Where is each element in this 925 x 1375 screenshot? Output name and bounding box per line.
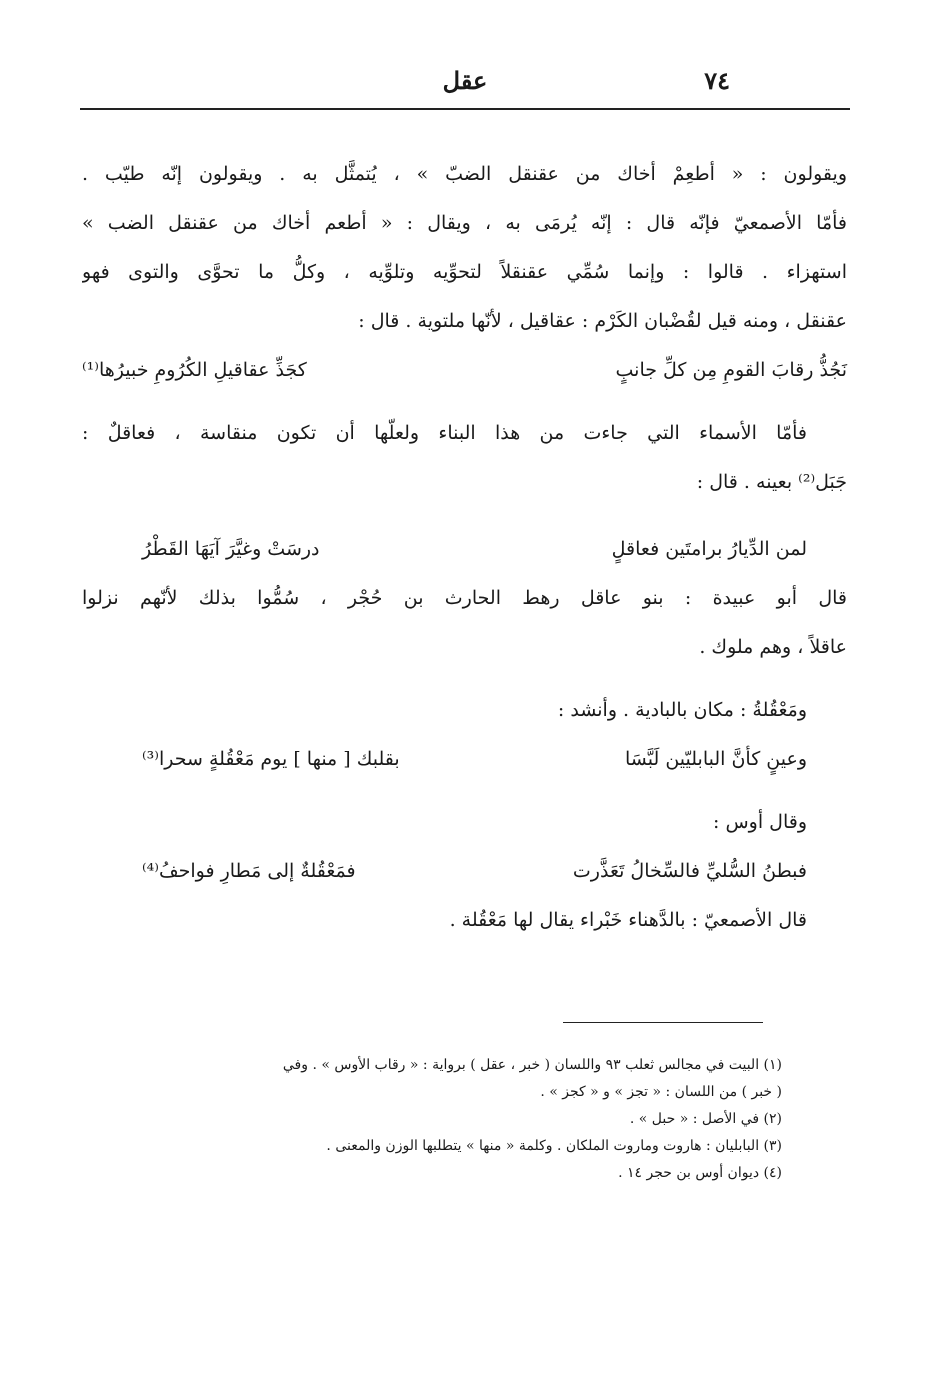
verse-2-first-hemistich: لمن الدِّيارُ برامتَين فعاقلٍ [611,538,807,560]
verse-4 [82,847,847,896]
verse-2 [82,525,847,574]
text-line: قال أبو عبيدة : بنو عاقل رهط الحارث بن حُجْر ، سُمُّوا بذلك لأنّهم نزلوا [82,587,847,609]
verse-1 [82,346,847,395]
verse-4-first-hemistich: فبطنُ السُّليِّ فالسِّخالُ تَعَذَّرت [572,860,807,882]
verse-2-second-hemistich: درسَتْ وغيَّرَ آيَهَا القَطْرُ [142,538,320,560]
footnote-4: (٤) ديوان أوس بن حجر ١٤ . [618,1165,782,1181]
text-line: فأمّا الأسماء التي جاءت من هذا البناء ولعلّها أن تكون منقاسة ، فعاقلٌ : [82,422,807,444]
text-line: عقنقل ، ومنه قيل لقُضْبان الكَرْم : عقاقيل ، لأنّها ملتوية . قال : [358,310,847,332]
verse-3 [82,735,847,784]
page-header [80,62,850,102]
text-line: قال الأصمعيّ : بالدَّهناء خَبْراء يقال لها مَعْقُلة . [449,909,807,931]
footnote-2: (٢) في الأصل : « حبل » . [629,1111,782,1127]
main-text [82,150,847,945]
footnotes [82,1052,782,1187]
verse-1-first-hemistich: نَجُذُّ رقابَ القومِ مِن كلِّ جانبٍ [615,359,847,381]
page-number: ٧٤ [704,66,730,95]
text-line: جَبَل⁽²⁾ بعينه . قال : [696,471,847,493]
verse-3-first-hemistich: وعينٍ كأنَّ البابليّين لَبَّسَا [625,748,807,770]
verse-3-second-hemistich: بقلبك [ منها ] يوم مَعْقُلةٍ سحرا⁽³⁾ [142,748,400,770]
footnote-rule [563,1022,763,1023]
text-line: وقال أوس : [713,811,807,833]
footnote-1-continued: ( خبر ) من اللسان : « تجز » و « كجز » . [540,1084,782,1100]
text-line: فأمّا الأصمعيّ فإنّه قال : إنّه يُرمَى به ، ويقال : « أطعم أخاك من عقنقل الضب » [82,212,847,234]
verse-1-second-hemistich: كجَذِّ عقاقيلِ الكُرُومِ خبيرُها⁽¹⁾ [82,359,307,381]
footnote-1: (١) البيت في مجالس ثعلب ٩٣ واللسان ( خبر ، عقل ) برواية : « رقاب الأوس » . وفي [282,1057,782,1073]
running-title: عقل [442,66,488,95]
header-rule [80,108,850,110]
text-line: ومَعْقُلةُ : مكان بالبادية . وأنشد : [557,699,807,721]
verse-4-second-hemistich: فمَعْقُلةٌ إلى مَطارِ فواحفُ⁽⁴⁾ [142,860,356,882]
text-line: عاقلاً ، وهم ملوك . [699,636,847,658]
footnote-3: (٣) البابليان : هاروت وماروت الملكان . وكلمة « منها » يتطلبها الوزن والمعنى . [326,1138,782,1154]
text-line: ويقولون : « أطعِمْ أخاك من عقنقل الضبّ » ، يُتمثَّل به . ويقولون إنّه طيّب . [82,163,847,185]
text-line: استهزاء . قالوا : وإنما سُمِّي عقنقلاً لتحوِّيه وتلوِّيه ، وكلُّ ما تحوَّى والتوى فهو [82,261,847,283]
